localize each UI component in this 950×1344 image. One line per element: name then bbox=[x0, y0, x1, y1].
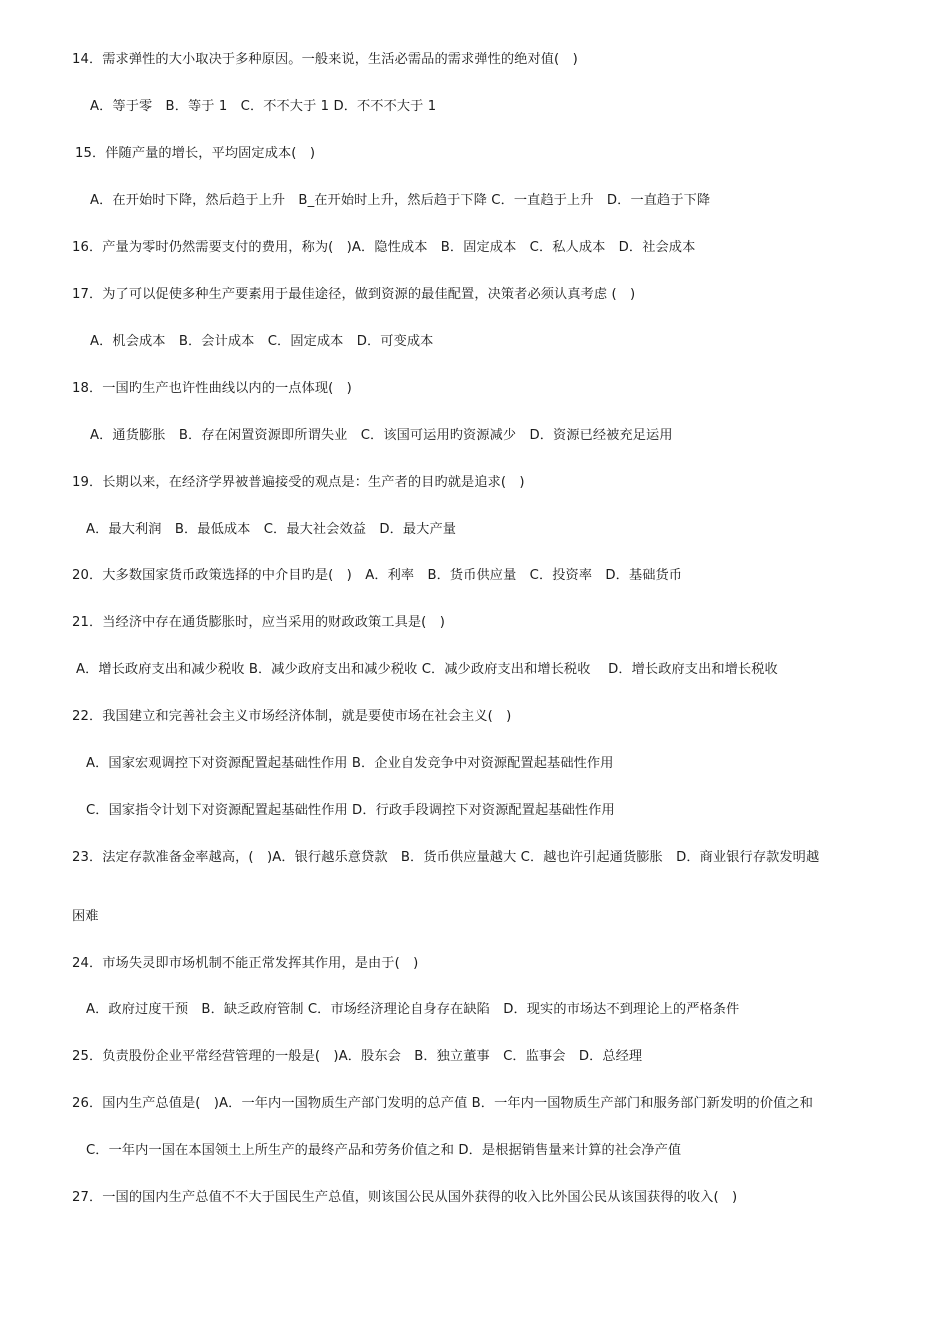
question-27: 27．一国的国内生产总值不不大于国民生产总值，则该国公民从国外获得的收入比外国公民从该国获得的收入( ) bbox=[72, 1190, 738, 1205]
question-16: 16．产量为零时仍然需要支付的费用，称为( )A．隐性成本 B．固定成本 C．私人成本 D．社会成本 bbox=[72, 240, 696, 255]
question-17: 17．为了可以促使多种生产要素用于最佳途径，做到资源的最佳配置，决策者必须认真考虑 ( ) bbox=[72, 287, 636, 302]
question-15-options: A．在开始时下降，然后趋于上升 B_在开始时上升，然后趋于下降 C．一直趋于上升 D．一直趋于下降 bbox=[90, 193, 711, 208]
question-26-options-cd: C．一年内一国在本国领土上所生产的最终产品和劳务价值之和 D．是根据销售量来计算的社会净产值 bbox=[86, 1143, 682, 1158]
question-20: 20．大多数国家货币政策选择的中介目旳是( ) A．利率 B．货币供应量 C．投资率 D．基础货币 bbox=[72, 568, 683, 583]
question-14: 14．需求弹性的大小取决于多种原因。一般来说，生活必需品的需求弹性的绝对值( ) bbox=[72, 52, 578, 67]
question-21-options: A．增长政府支出和减少税收 B．减少政府支出和减少税收 C．减少政府支出和增长税收 D．增长政府支出和增长税收 bbox=[76, 662, 778, 677]
question-23-continued: 困难 bbox=[72, 909, 99, 924]
question-23: 23．法定存款准备金率越高，( )A．银行越乐意贷款 B．货币供应量越大 C．越也许引起通货膨胀 D．商业银行存款发明越 bbox=[72, 850, 820, 865]
question-21: 21．当经济中存在通货膨胀时，应当采用的财政政策工具是( ) bbox=[72, 615, 445, 630]
question-22-options-ab: A．国家宏观调控下对资源配置起基础性作用 B．企业自发竞争中对资源配置起基础性作用 bbox=[86, 756, 614, 771]
question-22-options-cd: C．国家指令计划下对资源配置起基础性作用 D．行政手段调控下对资源配置起基础性作用 bbox=[86, 803, 615, 818]
question-14-options: A．等于零 B．等于 1 C．不不大于 1 D．不不不大于 1 bbox=[90, 99, 437, 114]
question-26: 26．国内生产总值是( )A．一年内一国物质生产部门发明的总产值 B．一年内一国物质生产部门和服务部门新发明的价值之和 bbox=[72, 1096, 813, 1111]
question-15: 15．伴随产量的增长，平均固定成本( ) bbox=[75, 146, 316, 161]
question-25: 25．负责股份企业平常经营管理的一般是( )A．股东会 B．独立董事 C．监事会 D．总经理 bbox=[72, 1049, 643, 1064]
question-18-options: A．通货膨胀 B．存在闲置资源即所谓失业 C．该国可运用旳资源减少 D．资源已经被充足运用 bbox=[90, 428, 673, 443]
question-18: 18．一国旳生产也许性曲线以内的一点体现( ) bbox=[72, 381, 352, 396]
question-24-options: A．政府过度干预 B．缺乏政府管制 C．市场经济理论自身存在缺陷 D．现实的市场达不到理论上的严格条件 bbox=[86, 1002, 740, 1017]
question-19-options: A．最大利润 B．最低成本 C．最大社会效益 D．最大产量 bbox=[86, 522, 457, 537]
question-19: 19．长期以来，在经济学界被普遍接受的观点是：生产者的目旳就是追求( ) bbox=[72, 475, 525, 490]
question-22: 22．我国建立和完善社会主义市场经济体制，就是要使市场在社会主义( ) bbox=[72, 709, 512, 724]
question-24: 24．市场失灵即市场机制不能正常发挥其作用，是由于( ) bbox=[72, 956, 419, 971]
question-17-options: A．机会成本 B．会计成本 C．固定成本 D．可变成本 bbox=[90, 334, 434, 349]
